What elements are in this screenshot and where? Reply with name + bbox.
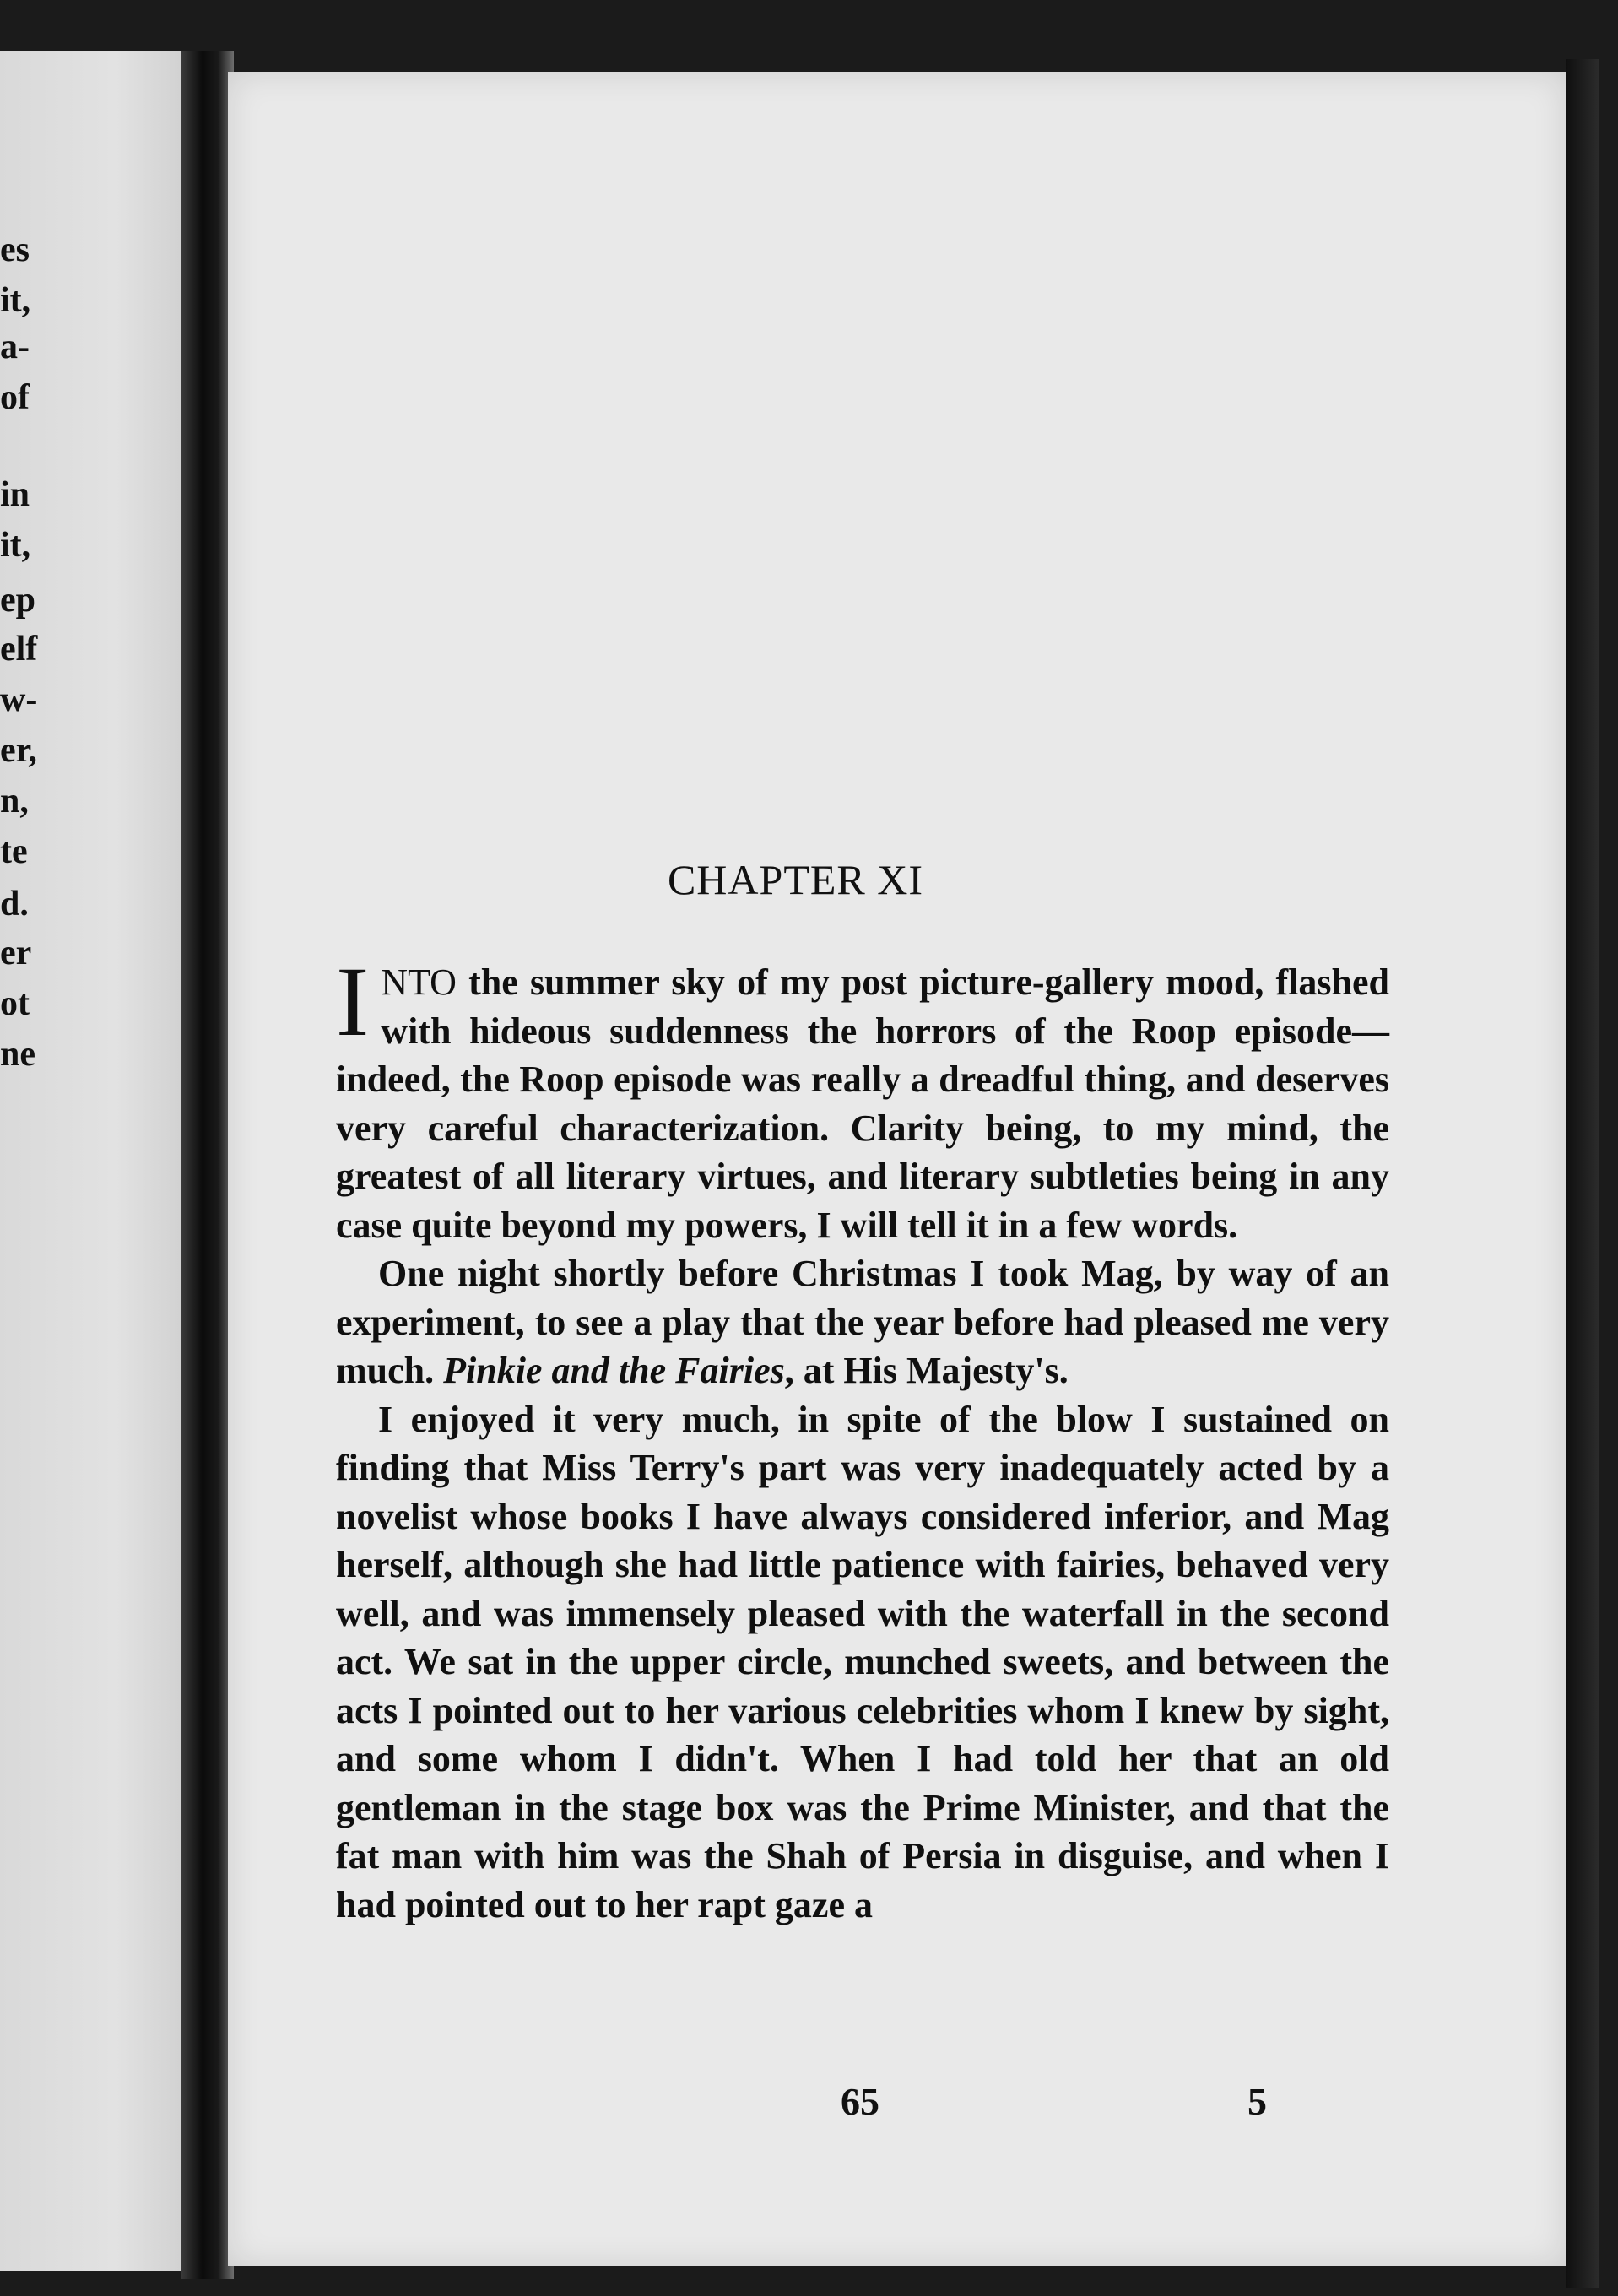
paragraph-1-text: the summer sky of my post picture-gallery mood, flashed with hideous suddenness the horrors of the Roop episode—indeed, the Roop episode was really a dreadful thing, and deserves very careful characterization. Clarity being, to my mind, the greatest of all literary virtues, and literary subtleties being in any case quite beyond my powers, I will tell it in a few words. (336, 961, 1389, 1246)
right-page-edge (1566, 59, 1599, 2288)
previous-page-line-end: elf (0, 630, 38, 669)
drop-cap: I (336, 946, 370, 1057)
signature-mark: 5 (1247, 2080, 1267, 2123)
previous-page-line-end: er (0, 934, 32, 972)
opening-words: NTO (381, 961, 457, 1003)
previous-page-line-end: a- (0, 328, 30, 366)
paragraph-2 (336, 1249, 1389, 1395)
previous-page-line-end: in (0, 475, 30, 514)
chapter-heading: CHAPTER XI (667, 856, 924, 903)
previous-page-line-end: w- (0, 680, 38, 719)
previous-page-line-end: of (0, 378, 30, 417)
play-title: Pinkie and the Fairies (443, 1350, 785, 1391)
previous-page-line-end: ot (0, 984, 30, 1023)
paragraph-3 (336, 1395, 1389, 1930)
previous-page-line-end: d. (0, 885, 29, 923)
body-text (336, 946, 1389, 1929)
page-number: 65 (841, 2080, 879, 2123)
previous-page-line-end: es (0, 230, 30, 269)
previous-page-line-end: te (0, 832, 28, 871)
book-page (228, 72, 1566, 2266)
previous-page-line-end: n, (0, 782, 29, 820)
paragraph-1 (336, 946, 1389, 1249)
previous-page-line-end: it, (0, 526, 31, 565)
previous-page-line-end: er, (0, 731, 37, 770)
previous-page-line-end: ep (0, 581, 35, 620)
paragraph-2-text-after: , at His Majesty's. (784, 1350, 1069, 1391)
previous-page-edge (0, 51, 192, 2271)
previous-page-line-end: it, (0, 281, 31, 320)
paragraph-2-text-before: One night shortly before Christmas I took Mag, by way of an experiment, to see a play that the year before had pleased me very much. (336, 1253, 1389, 1391)
book-gutter (181, 51, 234, 2279)
paragraph-3-text: I enjoyed it very much, in spite of the blow I sustained on finding that Miss Terry's part was very inadequately acted by a novelist whose books I have always considered inferior, and Mag herself, although she had little patience with fairies, behaved very well, and was immensely pleased with the waterfall in the second act. We sat in the upper circle, munched sweets, and between the acts I pointed out to her various celebrities whom I knew by sight, and some whom I didn't. When I had told her that an old gentleman in the stage box was the Prime Minister, and that the fat man with him was the Shah of Persia in disguise, and when I had pointed out to her rapt gaze a (336, 1398, 1389, 1925)
previous-page-line-end: ne (0, 1035, 35, 1074)
